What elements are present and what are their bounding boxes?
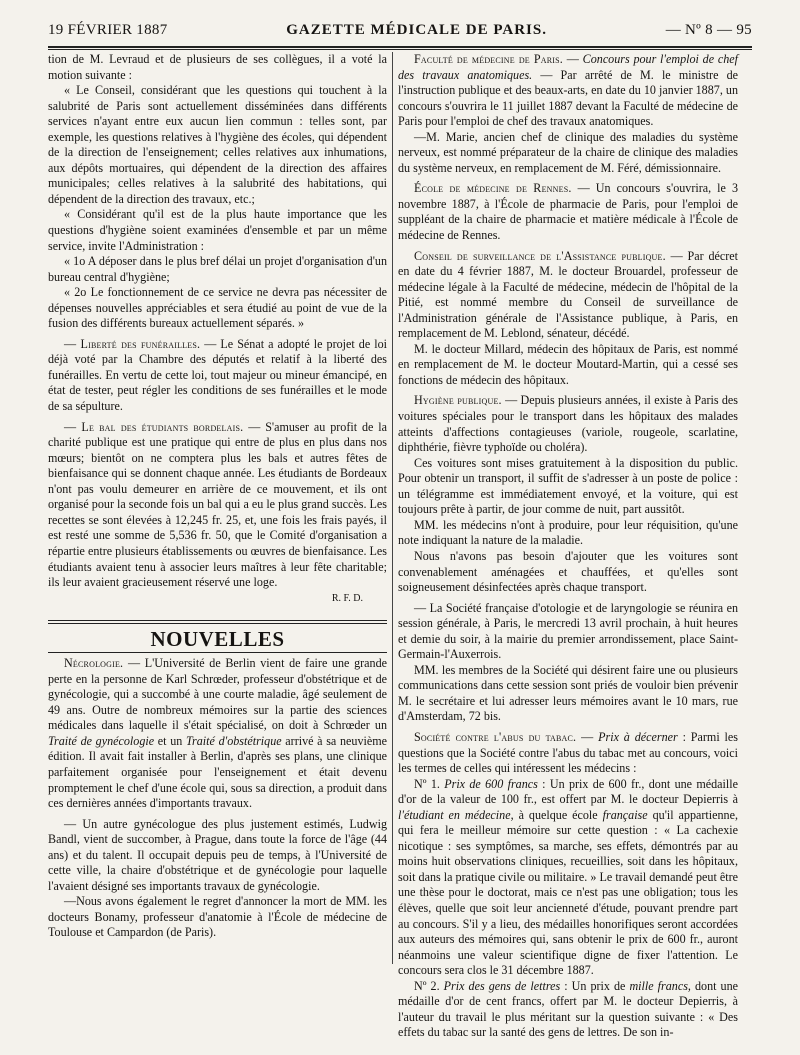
paragraph: « 1o A déposer dans le plus bref délai un projet d'organisation d'un bureau central d'hygiène; (48, 254, 387, 284)
article-text: — Un concours s'ouvrira, le 3 novembre 1887, à l'École de pharmacie de Paris, pour l'emploi de suppléant de la chaire de pharmacie et matière médicale à l'École de médecine de Rennes. (398, 181, 739, 243)
article-heading: — Le bal des étudiants bordelais. (64, 419, 244, 434)
paragraph: MM. les membres de la Société qui désirent faire une ou plusieurs communications dans cette session sont priés de vouloir bien prévenir M. le secrétaire et lui adresser leurs mémoires avant le 10 mars, rue d'Amsterdam, 72 bis. (398, 662, 738, 724)
prize-number: Nº 1. (414, 776, 445, 791)
prize-title: Prix des gens de lettres (443, 978, 561, 993)
article-text: dont une médaille d'or de cent francs, offert par M. le docteur Depierris, à l'auteur du travail le plus méritant sur la question suivante : « Des effets du tabac sur la santé des gens de lettres. De son in- (398, 978, 738, 1040)
issue-date: 19 FÉVRIER 1887 (48, 22, 168, 38)
article-heading: Faculté de médecine de Paris. (414, 52, 564, 66)
signature-initials: R. F. D. (331, 592, 363, 604)
article-text: : Parmi les questions que la Société contre l'abus du tabac met au concours, voici les termes de celles qui intéressent les médecins : (398, 729, 738, 776)
journal-title: GAZETTE MÉDICALE DE PARIS. (286, 22, 547, 38)
article-text: : Un prix de (560, 978, 630, 993)
book-title: Traité d'obstétrique (185, 733, 282, 748)
article-text: — L'Université de Berlin vient de faire une grande perte en la personne de Karl Schrœder, professeur d'obstétrique et de gynécologie, qui a succombé à une courte maladie, âgé seulement de 49 ans. Outre de nombreux mémoires sur la partie des sciences médicales dans laquelle il s'était spécialisé, on doit à Schrœder un (48, 656, 387, 733)
article-hygiene (398, 393, 738, 455)
left-column (48, 52, 387, 941)
paragraph: — Un autre gynécologue des plus justement estimés, Ludwig Bandl, vient de succomber, à Prague, dans toute la force de l'âge (44 ans) et du talent. Il occupait depuis peu de temps, à l'Université de cette ville, la chaire d'obstétrique et de gynécologie pour laquelle l'avaient désigné ses importants travaux de gynécologie. (48, 816, 387, 893)
article-heading: — Liberté des funérailles. (64, 336, 201, 351)
paragraph: Ces voitures sont mises gratuitement à la disposition du public. Pour obtenir un transport, il suffit de s'adresser à un poste de police : un télégramme est immédiatement envoyé, et la voiture, qui est toujours prête à partir, de jour comme de nuit, part aussitôt. (398, 455, 738, 517)
article-funerailles (48, 337, 387, 415)
article-necrologie (48, 656, 387, 811)
article-rennes (398, 181, 738, 243)
article-heading: École de médecine de Rennes. (414, 181, 572, 196)
column-divider (392, 52, 393, 964)
page-number: — Nº 8 — 95 (665, 22, 752, 38)
article-heading: Nécrologie. (64, 656, 124, 671)
paragraph: MM. les médecins n'ont à produire, pour leur réquisition, qu'une note indiquant la nature de la maladie. (398, 517, 738, 548)
paragraph: « Considérant qu'il est de la plus haute importance que les questions d'hygiène soient examinées d'ensemble et par un même service, invite l'Administration : (48, 207, 387, 253)
article-heading: Conseil de surveillance de l'Assistance publique. (414, 248, 666, 263)
paragraph: —M. Marie, ancien chef de clinique des maladies du système nerveux, est nommé préparateur de la chaire de clinique des maladies du système nerveux, en remplacement de M. Féré, démissionnaire. (398, 129, 738, 175)
article-text: qu'il appartienne, qui fera le meilleur mémoire sur cette question : « La cachexie nicotique : ses symptômes, sa marche, ses effets, démontrés par au moins huit observations cliniques, recueillies, soit dans les hôpitaux, soit dans la pratique civile ou militaire. » Le travail demandé peut être une thèse pour le doctorat, mais ce n'est pas une obligation; tous les élèves, quelle que soit leur ancienneté d'étude, pouvant prendre part au concours. S'il y a lieu, des médailles honorifiques seront accordées aux auteurs des mémoires qui, sans obtenir le prix de 600 fr., auront néanmoins une valeur scientifique digne de fixer l'attention. Le concours sera clos le 31 décembre 1887. (398, 807, 738, 978)
article-text: arrivé à sa neuvième édition. Il avait fait installer à Berlin, d'après ses plans, une clinique parfaitement organisée pour l'enseignement et était devenu promptement le chef d'une école qui, sous sa direction, a produit dans ces dernières années d'importants travaux. (48, 733, 387, 811)
article-heading: Hygiène publique. (414, 393, 502, 408)
prize-title: Prix de 600 francs (444, 776, 538, 791)
article-text: — S'amuser au profit de la charité publique est une pratique qui entre de plus en plus dans nos mœurs; bientôt on ne comptera plus les bals et autres fêtes de bienfaisance qui se donnent chaque année. Les étudiants de Bordeaux n'ont pas voulu demeurer en arrière de ce mouvement, et ils ont organisé pour la seconde fois un bal qui a eu le plus grand succès. Les recettes se sont élevées à 12,245 fr. 25, et, une fois les frais payés, il est resté une somme de 5,536 fr. 50, que le Comité d'organisation a répartie entre plusieurs établissements ou œuvres de bienfaisance. Les étudiants avaient tenu à associer leurs maîtres à leur fête charitable; ils leur avaient gracieusement réservé une loge. (48, 419, 387, 590)
right-column (398, 52, 738, 1041)
page-header (48, 22, 752, 42)
article-text: — Depuis plusieurs années, il existe à Paris des voitures spéciales pour le transport dans les hôpitaux des malades atteints d'affections contagieuses (variole, rougeole, scarlatine, diphthérie, fièvre typhoïde ou choléra). (398, 393, 738, 455)
article-bal (48, 420, 387, 591)
article-text: et un (154, 733, 186, 748)
emphasis: française (602, 807, 648, 822)
article-text: : Un prix de 600 fr., dont une médaille d'or de la valeur de 100 fr., est offert par M. le docteur Depierris à (398, 776, 739, 807)
paragraph: — La Société française d'otologie et de laryngologie se réunira en session générale, à Paris, le mercredi 13 avril prochain, à huit heures et demie du soir, à la mairie du premier arrondissement, place Saint-Germain-l'Auxerrois. (398, 600, 738, 662)
article-subheading: Concours pour l'emploi de chef des travaux anatomiques. (398, 52, 739, 82)
paragraph: Nous n'avons pas besoin d'ajouter que les voitures sont convenablement aménagées et chauffées, et qu'elles sont soigneusement désinfectées après chaque transport. (398, 548, 738, 595)
section-rule (48, 620, 387, 624)
header-rule (48, 46, 752, 50)
paragraph: —Nous avons également le regret d'annoncer la mort de MM. les docteurs Bonamy, professeur d'anatomie à l'École de médecine de Toulouse et Campardon (de Paris). (48, 894, 387, 940)
prize-2 (398, 979, 738, 1041)
prize-1 (398, 777, 738, 979)
emphasis: mille francs, (629, 978, 691, 993)
article-text: — Par décret en date du 4 février 1887, M. le docteur Brouardel, professeur de médecine légale à la Faculté de médecine, médecin de l'hôpital de la Pitié, est nommé membre du Conseil de surveillance de l'Administration générale de l'Assistance publique, à Paris, en remplacement de M. Leblond, sénateur, décédé. (398, 248, 738, 341)
paragraph: M. le docteur Millard, médecin des hôpitaux de Paris, est nommé en remplacement de M. le docteur Moutard-Martin, qui a cessé ses fonctions de médecin des hôpitaux. (398, 341, 738, 387)
article-faculte: Faculté de médecine de Paris. — Concours pour l'emploi de chef des travaux anatomiques. — Par arrêté de M. le ministre de l'instruction publique et des beaux-arts, en date du 10 janvier 1887, un concours s'ouvrira le 11 juillet 1887 devant la Faculté de médecine de Paris pour l'emploi de chef des travaux anatomiques. (398, 52, 739, 129)
book-title: Traité de gynécologie (48, 733, 155, 748)
emphasis: l'étudiant en médecine, (398, 807, 514, 822)
paragraph: tion de M. Levraud et de plusieurs de ses collègues, il a voté la motion suivante : (48, 52, 387, 82)
section-rule (48, 652, 387, 653)
article-conseil (398, 249, 738, 342)
article-heading: Société contre l'abus du tabac. (414, 729, 577, 744)
article-subheading: Prix à décerner (598, 729, 678, 744)
section-title-nouvelles: NOUVELLES (150, 627, 285, 652)
paragraph: « 2o Le fonctionnement de ce service ne devra pas nécessiter de dépenses nouvelles appréciables et sera étudié au point de vue de la fusion des différents bureaux actuellement séparés. » (48, 285, 387, 331)
article-tabac: Société contre l'abus du tabac. — Prix à décerner : Parmi les questions que la Société contre l'abus du tabac met au concours, voici les termes de celles qui intéressent les médecins : (398, 729, 738, 776)
paragraph: « Le Conseil, considérant que les questions qui touchent à la salubrité de Paris sont actuellement disséminées dans différents services n'ayant entre eux aucun lien commun : telles sont, par exemple, les questions relatives à l'hygiène des écoles, qui dépendent de la direction de l'enseignement; celles relatives aux inhumations, aux dépôts mortuaires, qui dépendent de la direction des affaires municipales; celles relatives à la salubrité des habitations, qui dépendent de la direction des travaux, etc.; (48, 83, 387, 206)
prize-number: Nº 2. (414, 978, 444, 993)
article-text: à quelque école (513, 807, 603, 822)
article-text: — Par arrêté de M. le ministre de l'instruction publique et des beaux-arts, en date du 10 janvier 1887, un concours s'ouvrira le 11 juillet 1887 devant la Faculté de médecine de Paris pour l'emploi de chef des travaux anatomiques. (398, 67, 739, 129)
article-text: — Le Sénat a adopté le projet de loi déjà voté par la Chambre des députés et relatif à la liberté des funérailles. En vertu de cette loi, tout majeur ou mineur émancipé, en état de tester, peut régler les conditions de ses funérailles et le mode de sa sépulture. (48, 336, 388, 414)
